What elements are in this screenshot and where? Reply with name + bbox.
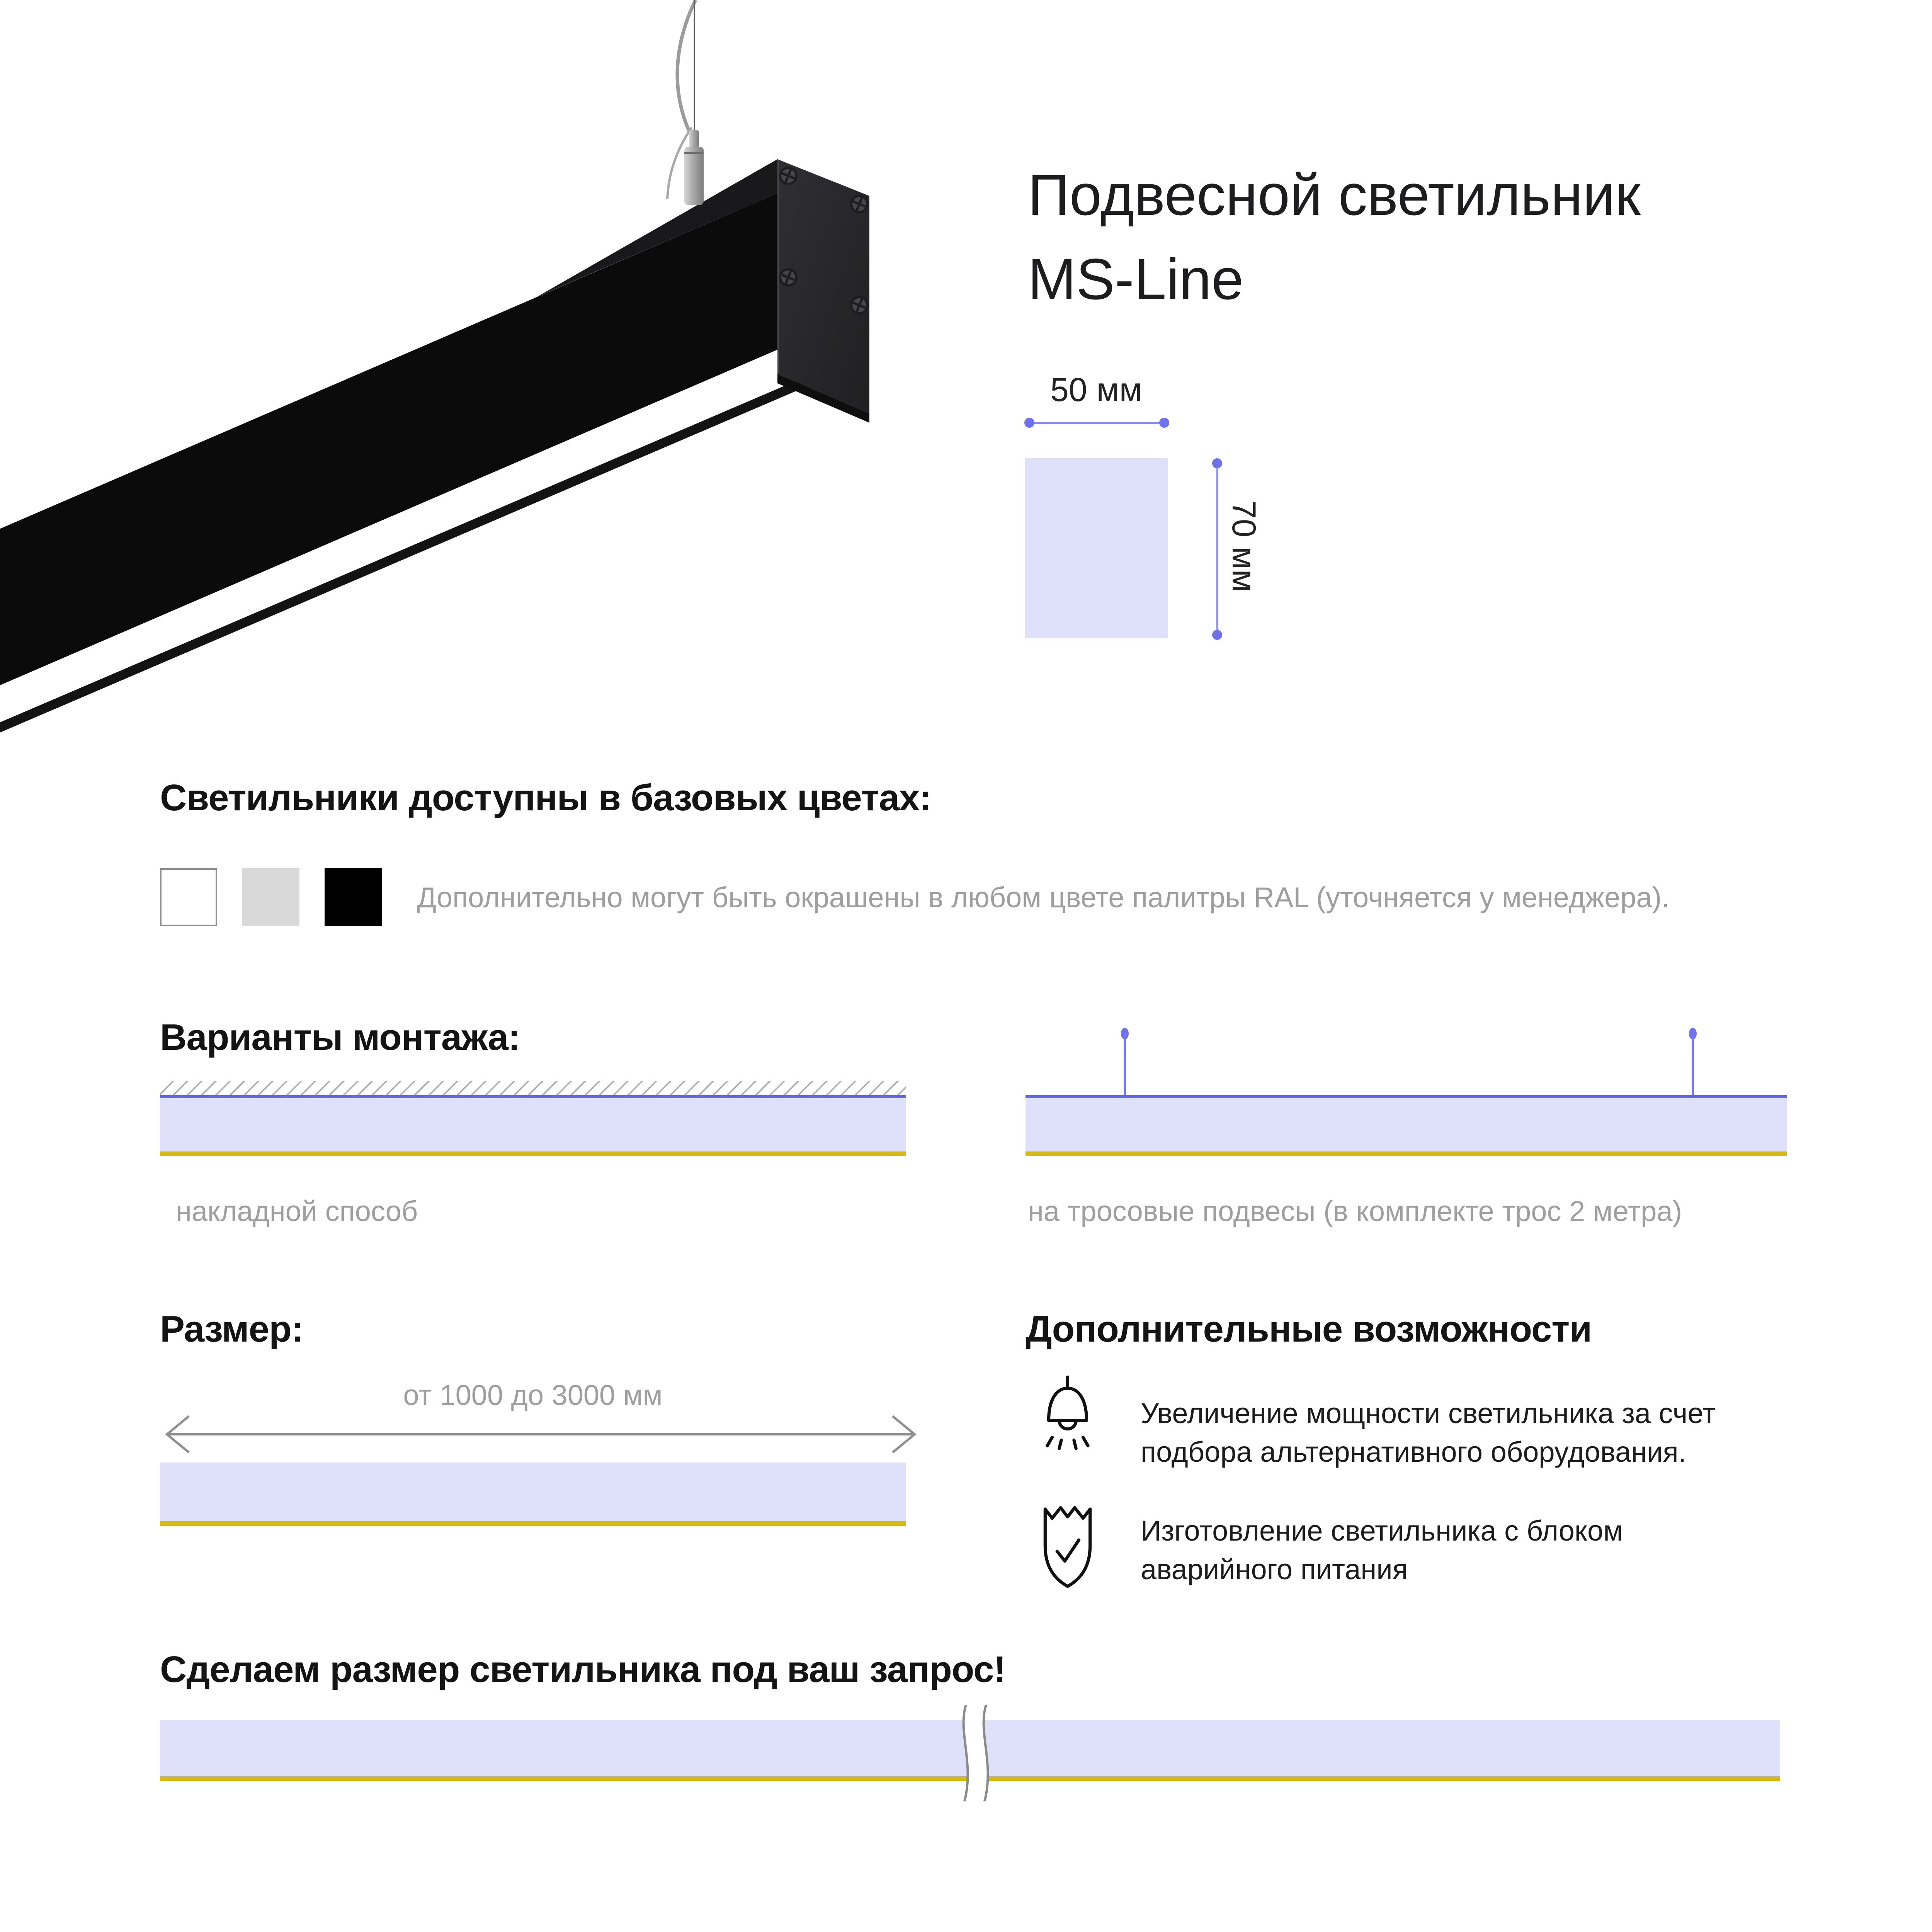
size-range-arrow (157, 1412, 924, 1457)
light-strip (160, 1521, 906, 1526)
width-dimension-label: 50 мм (1050, 371, 1142, 408)
color-swatch-gray (242, 868, 299, 926)
size-fixture-diagram (160, 1463, 906, 1526)
size-heading: Размер: (160, 1308, 303, 1350)
fixture-body (1026, 1098, 1787, 1151)
custom-size-heading: Сделаем размер светильника под ваш запрос! (160, 1649, 1006, 1690)
shield-check-icon (1032, 1499, 1103, 1592)
dim-endpoint (1024, 418, 1034, 428)
width-dimension-line (1027, 418, 1167, 428)
pendant-lamp-icon (1032, 1376, 1103, 1467)
colors-note: Дополнительно могут быть окрашены в любом цвете палитры RAL (уточняется у менеджера). (417, 881, 1670, 913)
feature-line: аварийного питания (1141, 1553, 1408, 1585)
dim-line (1216, 461, 1218, 638)
dim-endpoint (1159, 418, 1169, 428)
ceiling-hatch (160, 1081, 906, 1095)
suspended-mount-label: на тросовые подвесы (в комплекте трос 2 метра) (1028, 1195, 1682, 1227)
fixture-body (160, 1463, 906, 1521)
fixture-top-line (1026, 1095, 1787, 1098)
feature-line: подбора альтернативного оборудования. (1141, 1436, 1687, 1468)
surface-mount-diagram (160, 1081, 906, 1156)
light-strip (1026, 1151, 1787, 1156)
mounting-heading: Варианты монтажа: (160, 1017, 520, 1058)
suspension-cable (1124, 1033, 1126, 1096)
dim-endpoint (1212, 458, 1222, 468)
height-dimension-label: 70 мм (1225, 500, 1262, 592)
gripper-neck (689, 130, 699, 148)
feature-line: Увеличение мощности светильника за счет (1141, 1397, 1716, 1429)
color-swatch-black (325, 868, 382, 926)
fixture-top-line (160, 1095, 906, 1098)
fixture-body (160, 1098, 906, 1151)
feature-text (1141, 1394, 1716, 1471)
feature-line: Изготовление светильника с блоком (1141, 1515, 1623, 1547)
height-dimension-line (1212, 461, 1222, 638)
profile-cross-section (1025, 458, 1168, 638)
dim-line (1027, 422, 1167, 424)
length-break-icon (946, 1705, 1012, 1801)
features-heading: Дополнительные возможности (1026, 1308, 1592, 1350)
gripper-body (684, 147, 704, 205)
suspended-mount-diagram (1026, 1028, 1787, 1156)
page-title (1028, 153, 1640, 321)
colors-heading: Светильники доступны в базовых цветах: (160, 777, 932, 818)
feature-text (1141, 1512, 1623, 1589)
suspension-cable (1692, 1033, 1694, 1096)
page-title-line2: MS-Line (1028, 247, 1244, 311)
light-strip (160, 1151, 906, 1156)
dim-endpoint (1212, 630, 1222, 640)
lamp-photo (0, 0, 1066, 908)
size-range-label: от 1000 до 3000 мм (403, 1379, 663, 1411)
cable-loop (677, 0, 696, 133)
page-title-line1: Подвесной светильник (1028, 162, 1641, 227)
surface-mount-label: накладной способ (176, 1195, 418, 1227)
color-swatch-white (160, 868, 217, 926)
